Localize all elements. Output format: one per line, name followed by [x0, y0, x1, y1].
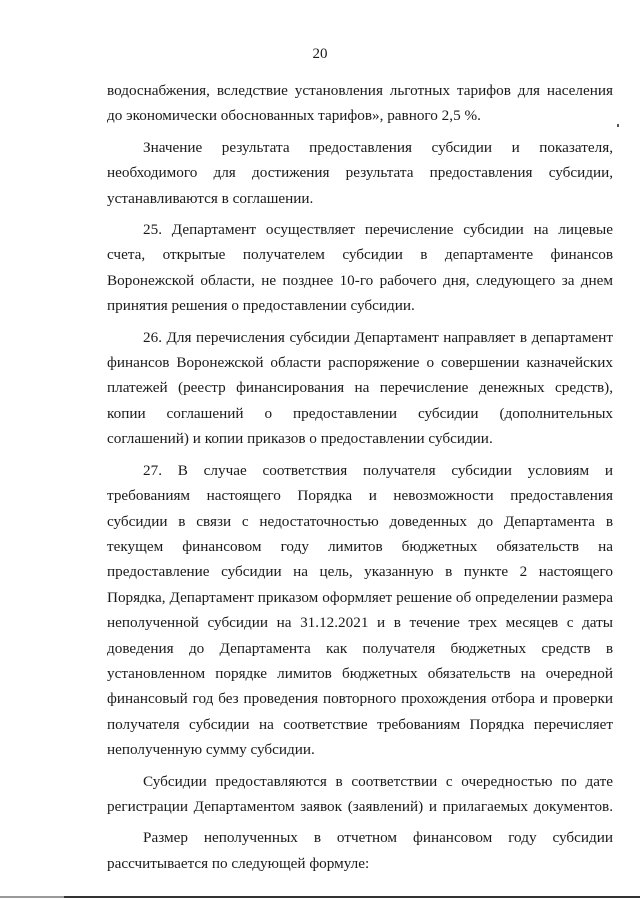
- text-line: 27. В случае соответствия получателя субсидии условиям и: [143, 461, 613, 479]
- text-line: Значение результата предоставления субсидии и показателя,: [143, 138, 613, 156]
- text-line: доведения до Департамента как получателя бюджетных средств в: [107, 639, 613, 657]
- text-line: получателя субсидии на соответствие требованиям Порядка перечисляет: [107, 715, 613, 733]
- bottom-edge-rule: [0, 896, 640, 898]
- text-line: установленном порядке лимитов бюджетных обязательств на очередной: [107, 664, 613, 682]
- text-line: 26. Для перечисления субсидии Департамент направляет в департамент: [143, 328, 613, 346]
- scan-mark: [617, 124, 619, 127]
- document-body: [107, 78, 613, 876]
- text-line: неполученную сумму субсидии.: [107, 741, 315, 759]
- paragraph: [107, 825, 613, 876]
- text-line: предоставление субсидии на цель, указанную в пункте 2 настоящего: [107, 563, 613, 581]
- page-number: 20: [312, 46, 328, 62]
- text-line: платежей (реестр финансирования на перечисление денежных средств),: [107, 379, 613, 397]
- text-line: финансовый год без проведения повторного прохождения отбора и проверки: [107, 690, 613, 708]
- text-line: устанавливаются в соглашении.: [107, 189, 314, 207]
- paragraph: [107, 78, 613, 129]
- text-line: до экономически обоснованных тарифов», равного 2,5 %.: [107, 107, 481, 125]
- paragraph: [107, 458, 613, 763]
- text-line: копии соглашений о предоставлении субсидии (дополнительных: [107, 404, 613, 422]
- text-line: соглашений) и копии приказов о предоставлении субсидии.: [107, 430, 493, 448]
- text-line: Субсидии предоставляются в соответствии с очередностью по дате: [143, 772, 613, 790]
- text-line: счета, открытые получателем субсидии в департаменте финансов: [107, 246, 613, 264]
- text-line: требованиям настоящего Порядка и невозможности предоставления: [107, 487, 613, 505]
- text-line: 25. Департамент осуществляет перечисление субсидии на лицевые: [143, 221, 613, 239]
- paragraph: [107, 325, 613, 452]
- text-line: текущем финансовом году лимитов бюджетных обязательств на: [107, 537, 613, 555]
- text-line: субсидии в связи с недостаточностью доведенных до Департамента в: [107, 512, 613, 530]
- paragraph: [107, 135, 613, 211]
- paragraph: [107, 217, 613, 319]
- paragraph: [107, 769, 613, 820]
- text-line: водоснабжения, вследствие установления льготных тарифов для населения: [107, 82, 613, 99]
- text-line: Порядка, Департамент приказом оформляет решение об определении размера: [107, 588, 613, 606]
- text-line: необходимого для достижения результата предоставления субсидии,: [107, 164, 613, 182]
- text-line: неполученной субсидии на 31.12.2021 и в течение трех месяцев с даты: [107, 614, 613, 632]
- text-line: Воронежской области, не позднее 10-го рабочего дня, следующего за днем: [107, 271, 613, 289]
- text-line: регистрации Департаментом заявок (заявлений) и прилагаемых документов.: [107, 797, 613, 815]
- text-line: принятия решения о предоставлении субсидии.: [107, 297, 415, 315]
- text-line: финансов Воронежской области распоряжение о совершении казначейских: [107, 354, 613, 372]
- text-line: Размер неполученных в отчетном финансовом году субсидии: [143, 829, 613, 847]
- text-line: рассчитывается по следующей формуле:: [107, 854, 370, 872]
